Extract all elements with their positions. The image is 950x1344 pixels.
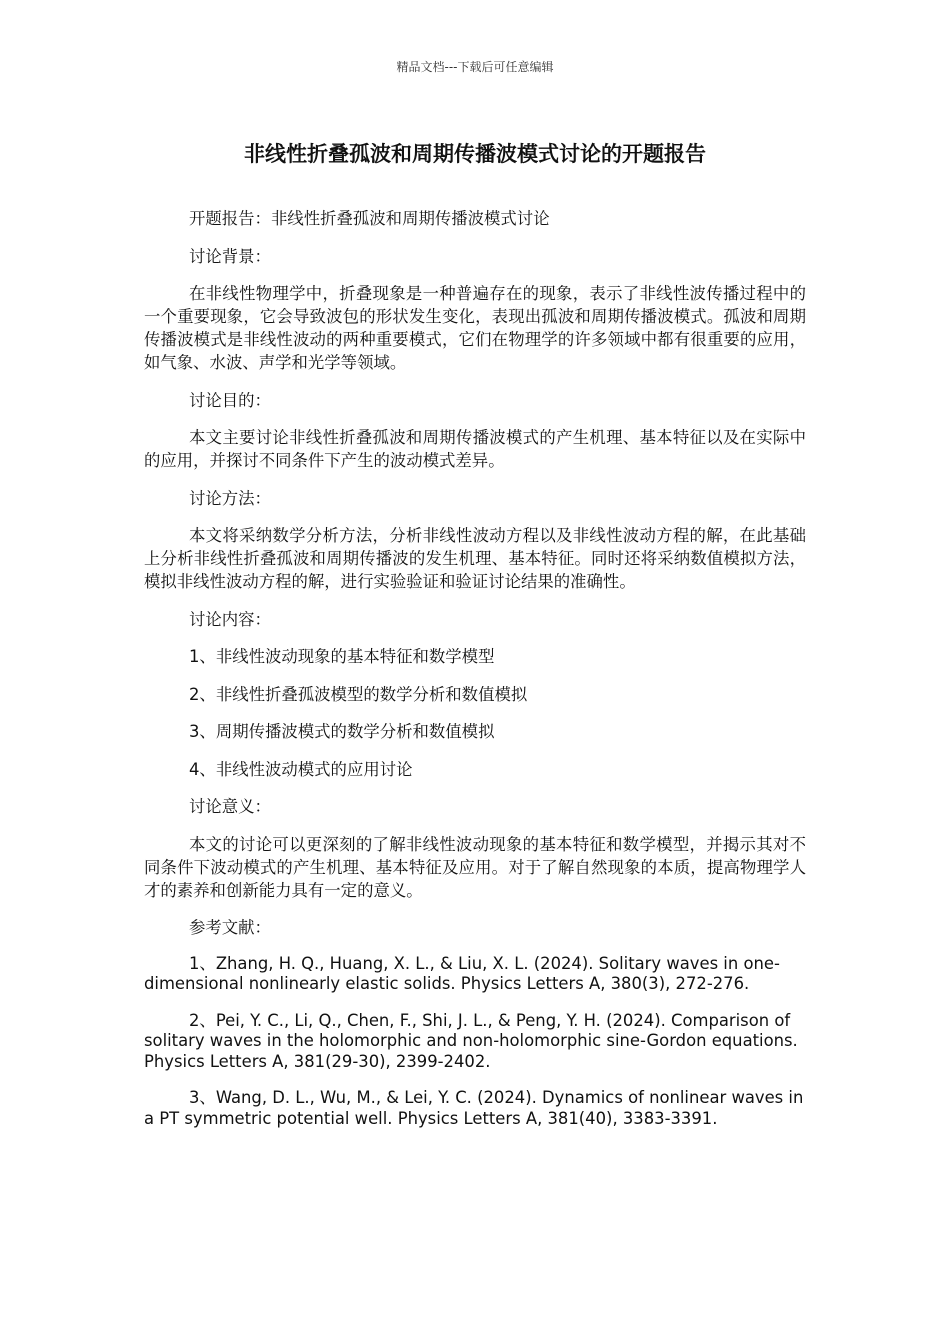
content-list-item: 3、周期传播波模式的数学分析和数值模拟	[189, 722, 495, 741]
section-heading-method: 讨论方法：	[189, 488, 271, 508]
section-heading-purpose: 讨论目的：	[189, 390, 271, 410]
document-body	[144, 207, 806, 1145]
content-list-item: 4、非线性波动模式的应用讨论	[189, 759, 413, 779]
section-heading-background: 讨论背景：	[189, 246, 271, 266]
section-heading-references: 参考文献：	[189, 918, 271, 937]
page-header: 精品文档---下载后可任意编辑	[396, 60, 554, 74]
content-list-item: 2、非线性折叠孤波模型的数学分析和数值模拟	[189, 684, 528, 704]
method-paragraph: 本文将采纳数学分析方法，分析非线性波动方程以及非线性波动方程的解，在此基础上分析非线性折叠孤波和周期传播波的发生机理、基本特征。同时还将采纳数值模拟方法，模拟非线性波动方程的解，进行实验验证和验证讨论结果的准确性。	[144, 526, 806, 591]
document-title: 非线性折叠孤波和周期传播波模式讨论的开题报告	[244, 142, 706, 166]
section-heading-content: 讨论内容：	[189, 609, 271, 629]
report-subject-line: 开题报告：非线性折叠孤波和周期传播波模式讨论	[189, 209, 550, 228]
background-paragraph: 在非线性物理学中，折叠现象是一种普遍存在的现象，表示了非线性波传播过程中的一个重要现象，它会导致波包的形状发生变化，表现出孤波和周期传播波模式。孤波和周期传播波模式是非线性波动的两种重要模式，它们在物理学的许多领域中都有很重要的应用，如气象、水波、声学和光学等领域。	[144, 284, 806, 372]
purpose-paragraph: 本文主要讨论非线性折叠孤波和周期传播波模式的产生机理、基本特征以及在实际中的应用，并探讨不同条件下产生的波动模式差异。	[144, 428, 806, 470]
section-heading-significance: 讨论意义：	[189, 797, 271, 816]
significance-paragraph: 本文的讨论可以更深刻的了解非线性波动现象的基本特征和数学模型，并揭示其对不同条件下波动模式的产生机理、基本特征及应用。对于了解自然现象的本质，提高物理学人才的素养和创新能力具有一定的意义。	[144, 834, 806, 900]
reference-item: 2、Pei, Y. C., Li, Q., Chen, F., Shi, J. L., & Peng, Y. H. (2024). Comparison of solitary waves in the holomorphic and non-holomorphic sine-Gordon equations. Physics Letters A, 381(29-30), 2399-2402.	[144, 1010, 798, 1071]
reference-item: 1、Zhang, H. Q., Huang, X. L., & Liu, X. L. (2024). Solitary waves in one-dimensional nonlinearly elastic solids. Physics Letters A, 380(3), 272-276.	[144, 953, 780, 993]
content-list-item: 1、非线性波动现象的基本特征和数学模型	[189, 647, 495, 666]
reference-item: 3、Wang, D. L., Wu, M., & Lei, Y. C. (2024). Dynamics of nonlinear waves in a PT symmetric potential well. Physics Letters A, 381(40), 3383-3391.	[144, 1088, 804, 1128]
